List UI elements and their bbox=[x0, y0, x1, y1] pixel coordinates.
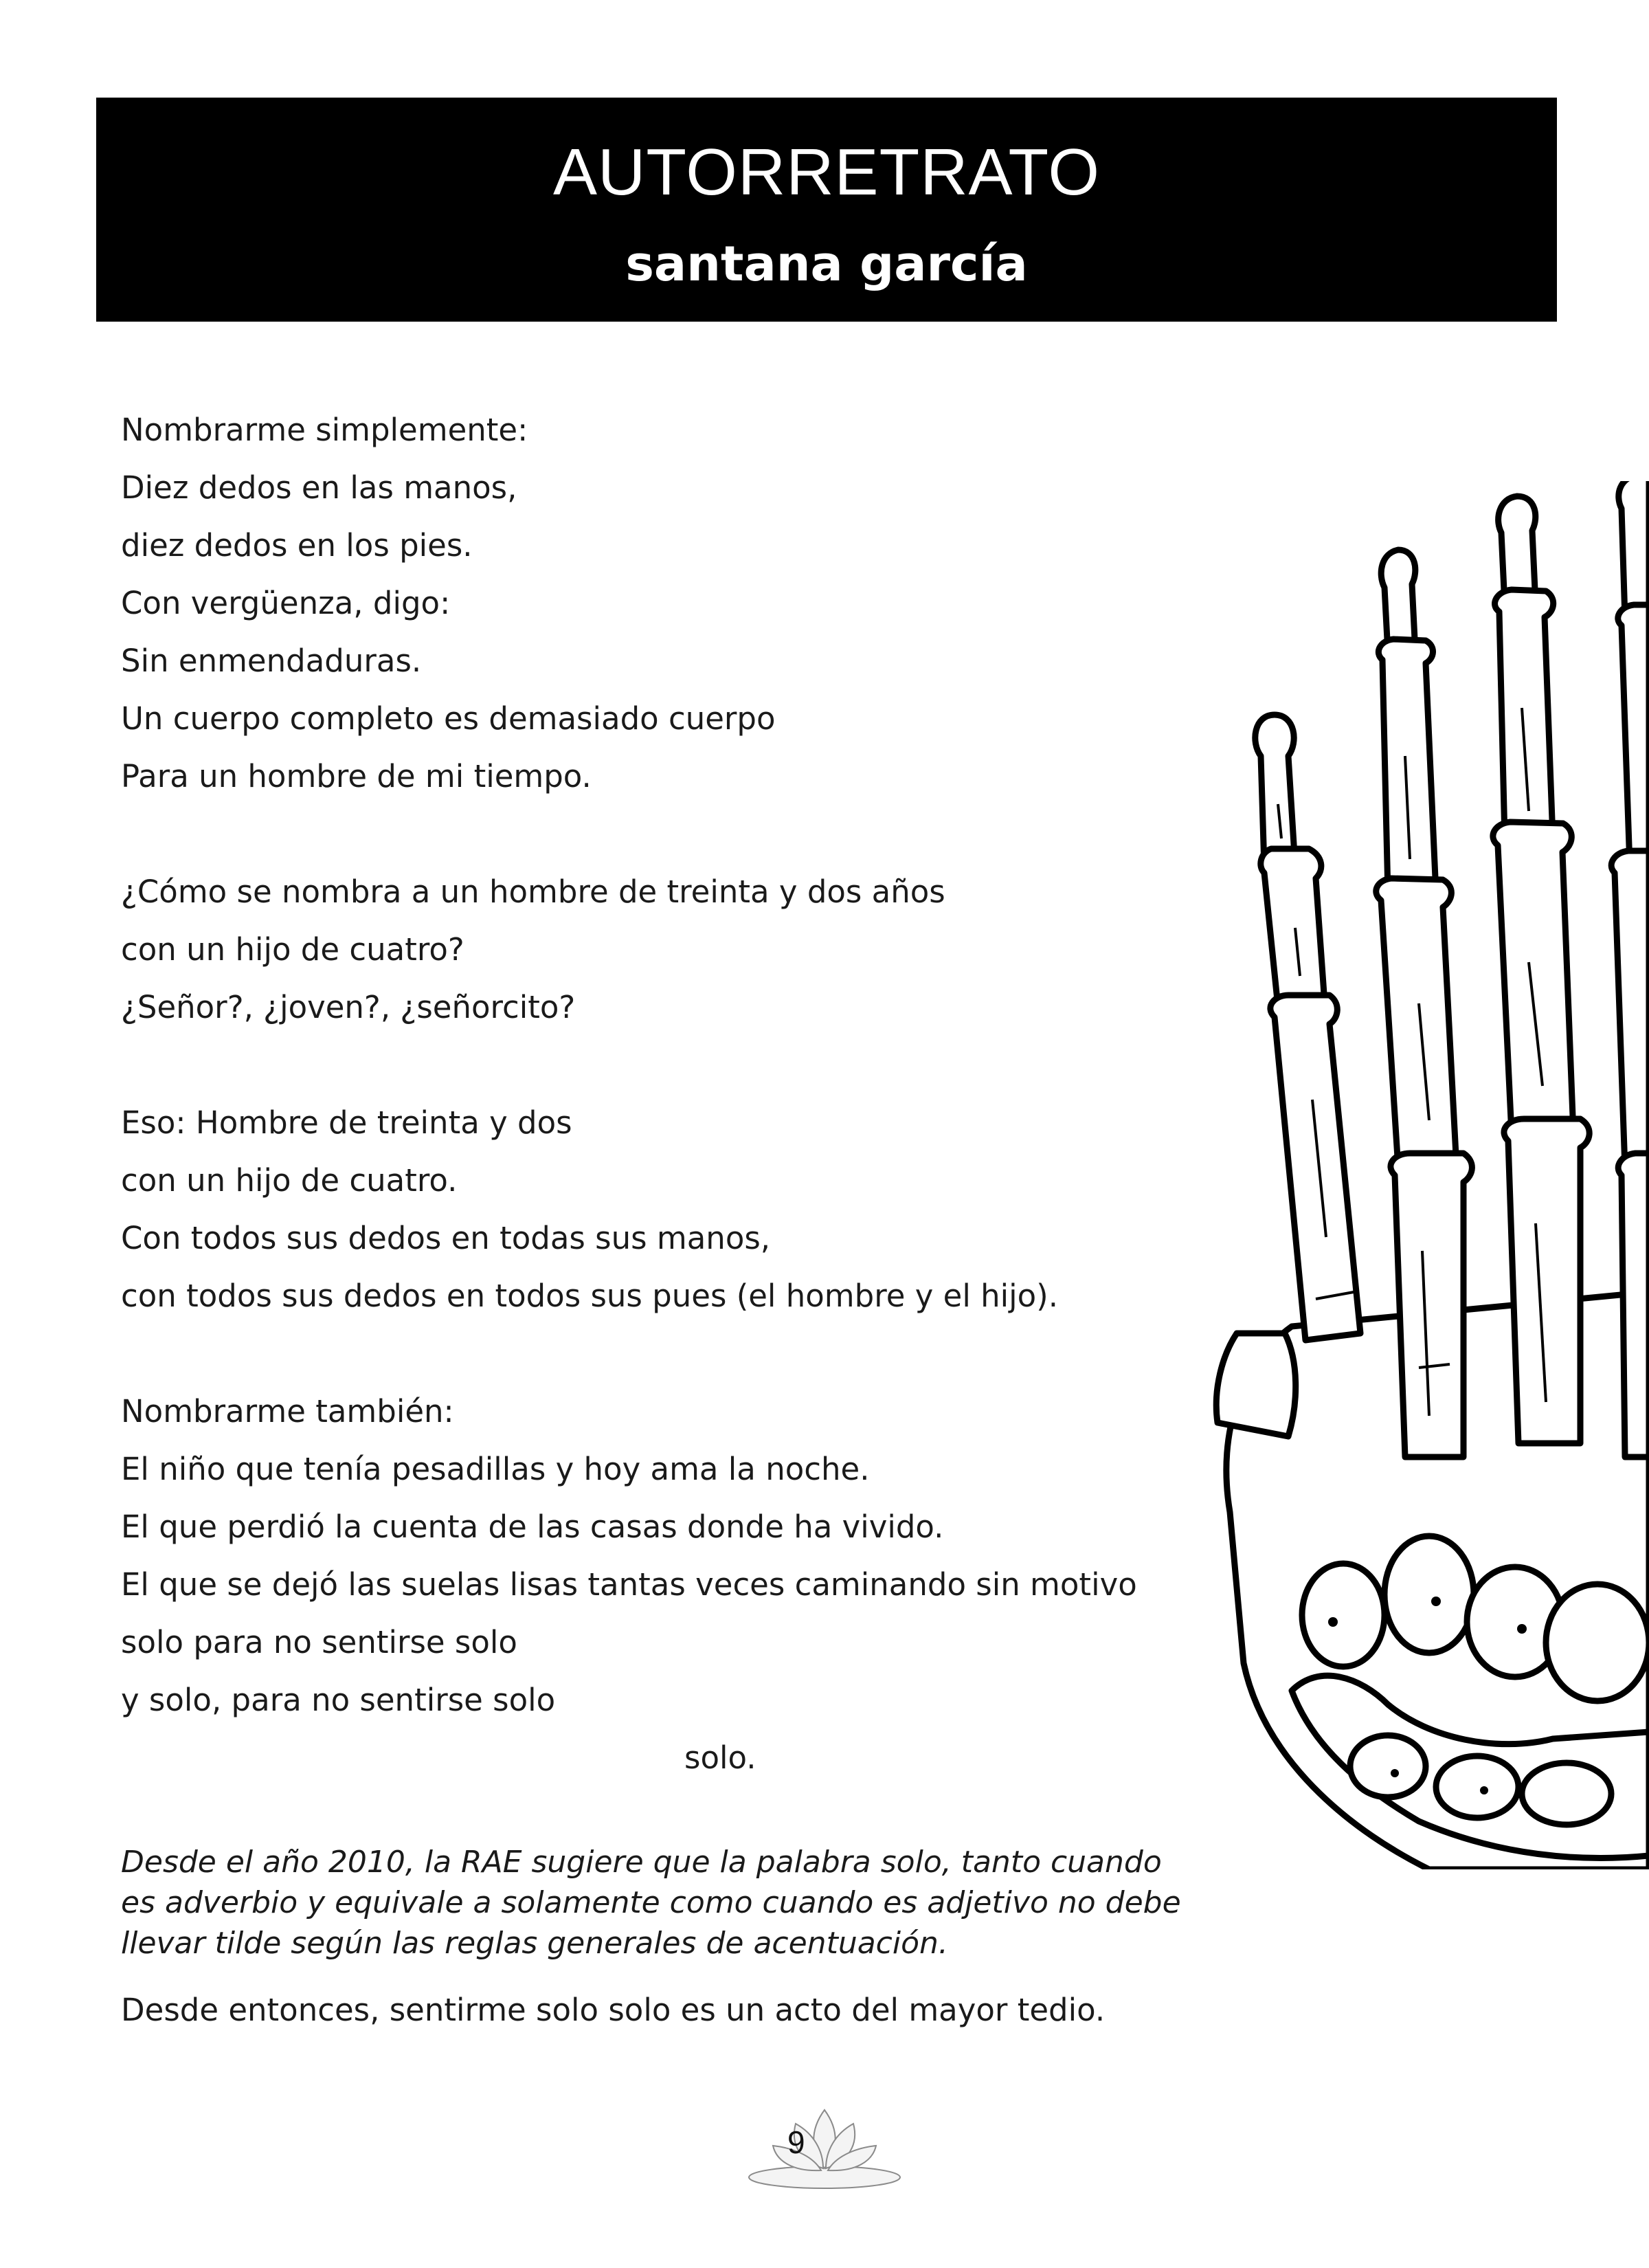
page-number: 9 bbox=[787, 2124, 805, 2160]
note-line: Desde el año 2010, la RAE sugiere que la palabra solo, tanto cuando bbox=[121, 1845, 1162, 1880]
stanza-4 bbox=[121, 1383, 1220, 1787]
poem-line: El que perdió la cuenta de las casas donde ha vivido. bbox=[121, 1509, 944, 1545]
poem-title: AUTORRETRATO bbox=[552, 135, 1101, 209]
poem-line: Nombrarme simplemente: bbox=[121, 412, 528, 448]
poem-line: con un hijo de cuatro. bbox=[121, 1162, 458, 1199]
closing-line: Desde entonces, sentirme solo solo es un acto del mayor tedio. bbox=[121, 1992, 1106, 2028]
poem-line: Sin enmendaduras. bbox=[121, 643, 422, 679]
poem-body bbox=[121, 401, 1220, 1787]
note-line: es adverbio y equivale a solamente como cuando es adjetivo no debe bbox=[121, 1885, 1181, 1920]
poem-final-word: solo. bbox=[684, 1739, 756, 1776]
poem-line: diez dedos en los pies. bbox=[121, 527, 473, 564]
poem-line: con todos sus dedos en todos sus pues (el hombre y el hijo). bbox=[121, 1278, 1059, 1314]
stanza-1 bbox=[121, 401, 1220, 805]
poem-line: El que se dejó las suelas lisas tantas veces caminando sin motivo bbox=[121, 1566, 1137, 1603]
poem-line: con un hijo de cuatro? bbox=[121, 931, 464, 968]
poem-line: Eso: Hombre de treinta y dos bbox=[121, 1104, 572, 1141]
poem-line: Nombrarme también: bbox=[121, 1393, 454, 1430]
stanza-2 bbox=[121, 863, 1220, 1036]
author-name: santana garcía bbox=[625, 236, 1028, 292]
poem-line: Un cuerpo completo es demasiado cuerpo bbox=[121, 700, 776, 737]
title-banner bbox=[96, 98, 1557, 322]
poem-line: ¿Cómo se nombra a un hombre de treinta y dos años bbox=[121, 874, 945, 910]
poem-line: Diez dedos en las manos, bbox=[121, 469, 517, 506]
poem-line: El niño que tenía pesadillas y hoy ama la noche. bbox=[121, 1451, 870, 1487]
poem-line: y solo, para no sentirse solo bbox=[121, 1682, 556, 1718]
stanza-3 bbox=[121, 1094, 1220, 1325]
skeleton-hand-icon bbox=[1141, 481, 1649, 1869]
poem-line: ¿Señor?, ¿joven?, ¿señorcito? bbox=[121, 989, 576, 1025]
poem-line: Con vergüenza, digo: bbox=[121, 585, 451, 621]
water-lily-icon bbox=[742, 2096, 907, 2192]
rae-note bbox=[121, 1842, 1234, 1964]
poem-line: Para un hombre de mi tiempo. bbox=[121, 758, 592, 794]
poem-line: Con todos sus dedos en todas sus manos, bbox=[121, 1220, 771, 1256]
poem-line: solo para no sentirse solo bbox=[121, 1624, 517, 1660]
note-line: llevar tilde según las reglas generales de acentuación. bbox=[121, 1926, 948, 1961]
